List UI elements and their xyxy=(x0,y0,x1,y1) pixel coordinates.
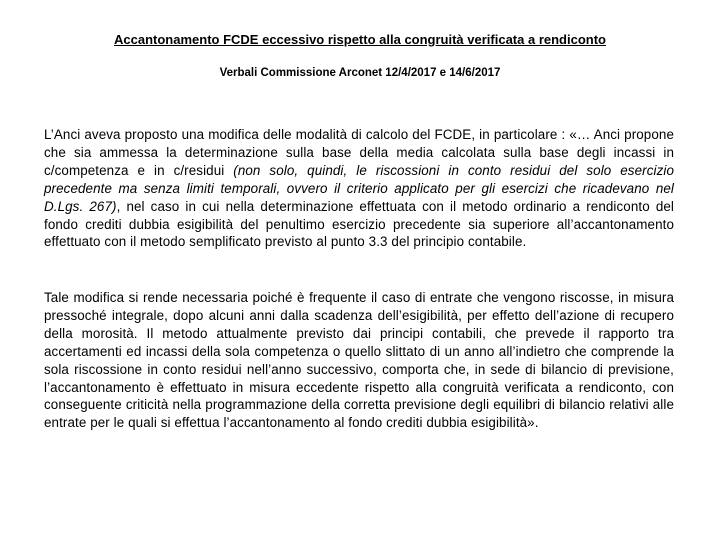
paragraph-2: Tale modifica si rende necessaria poiché è frequente il caso di entrate che vengono riscosse, in misura pressoché integrale, dopo alcuni anni dalla scadenza dell’esigibilità, per effetto dell’azione di recupero della morosità. Il metodo attualmente previsto dai principi contabili, che prevede il rapporto tra accertamenti ed incassi della sola competenza o quello slittato di un anno all’indietro che comprende la sola riscossione in conto residui nell’anno successivo, comporta che, in sede di bilancio di previsione, l’accantonamento è effettuato in misura eccedente rispetto alla congruità verificata a rendiconto, con conseguente criticità nella programmazione della corretta previsione degli equilibri di bilancio relativi alle entrate per le quali si effettua l’accantonamento al fondo crediti dubbia esigibilità». xyxy=(44,290,674,431)
paragraph-1 xyxy=(44,126,674,251)
paragraph-1-text-start: L’Anci aveva proposto una modifica delle modalità di calcolo del FCDE, in particolare : «… Anci propone che sia ammessa la determinazione sulla base della media calcolata sulla base degli incassi in c/competenza e in c/residui xyxy=(44,127,674,178)
page-subtitle: Verbali Commissione Arconet 12/4/2017 e 14/6/2017 xyxy=(219,67,501,79)
paragraph-1-italic-text: (non solo, quindi, le riscossioni in conto residui del solo esercizio precedente ma senza limiti temporali, ovvero il criterio applicato per gli esercizi che ricadevano nel D.Lgs. 267) xyxy=(44,162,674,214)
page-title: Accantonamento FCDE eccessivo rispetto alla congruità verificata a rendiconto xyxy=(114,32,606,47)
paragraph-1-text-end: , nel caso in cui nella determinazione effettuata con il metodo ordinario a rendiconto del fondo crediti dubbia esigibilità del penultimo esercizio precedente sia superiore all’accantonamento effettuato con il metodo semplificato previsto al punto 3.3 del principio contabile. xyxy=(44,198,674,250)
